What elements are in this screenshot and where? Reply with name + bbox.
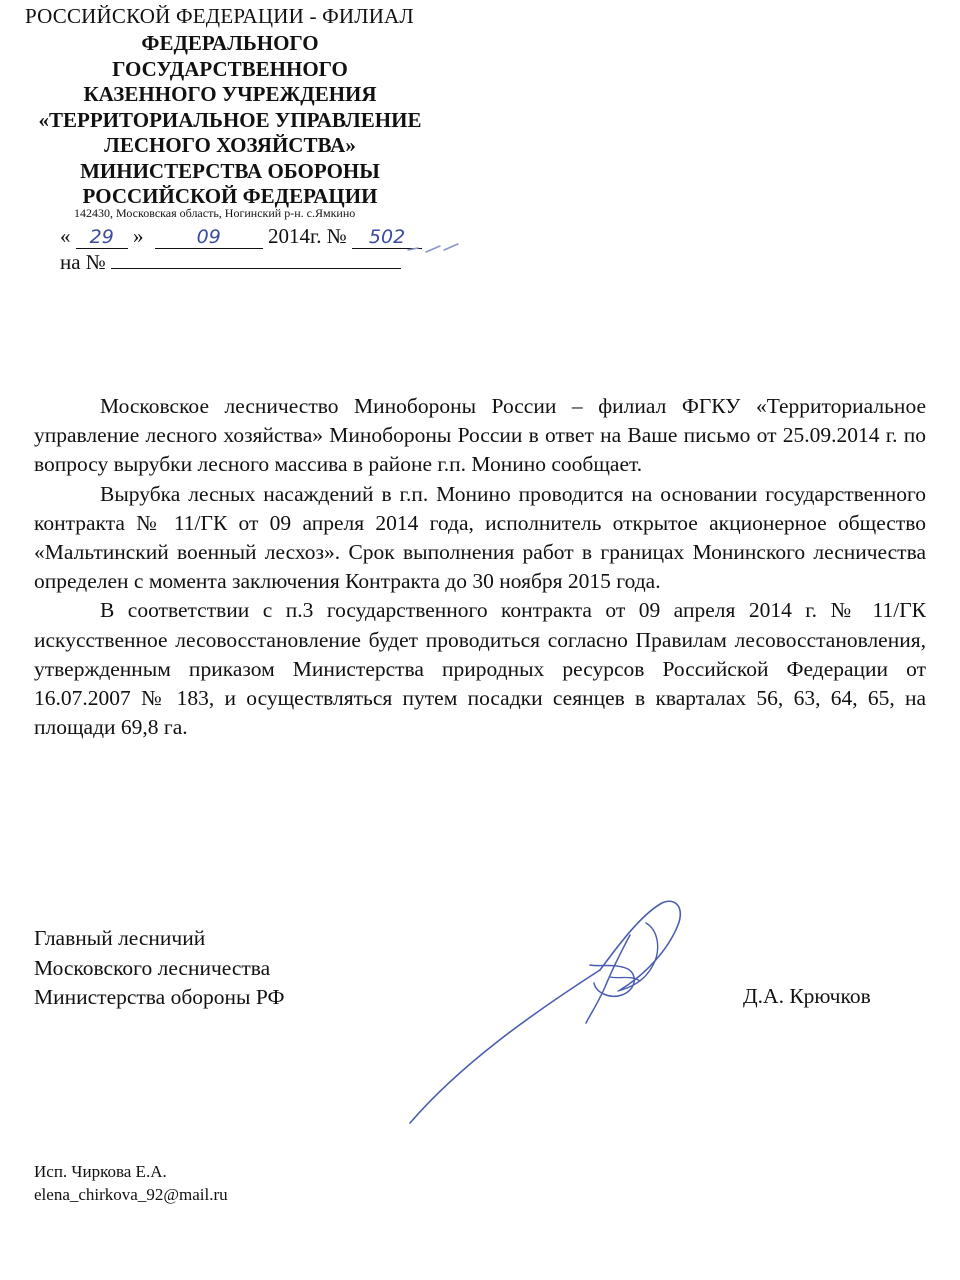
reply-prefix: на № <box>60 250 106 274</box>
signatory-title <box>34 924 284 1013</box>
executor-email: elena_chirkova_92@mail.ru <box>34 1185 228 1204</box>
year-number-label: 2014г. № <box>268 224 347 248</box>
signatory-name: Д.А. Крючков <box>743 984 871 1008</box>
pen-scribble-icon <box>400 234 470 264</box>
org-line: ГОСУДАРСТВЕННОГО <box>112 56 348 81</box>
date-month: 09 <box>155 226 263 249</box>
org-line: КАЗЕННОГО УЧРЕЖДЕНИЯ <box>83 82 377 106</box>
reply-reference-line <box>60 250 401 275</box>
signatory-title-line: Министерства обороны РФ <box>34 985 285 1009</box>
date-day: 29 <box>76 226 128 249</box>
signatory-title-line: Главный лесничий <box>34 926 206 950</box>
org-line: МИНИСТЕРСТВА ОБОРОНЫ <box>80 158 380 183</box>
handwritten-signature-icon <box>400 895 700 1135</box>
org-line: ЛЕСНОГО ХОЗЯЙСТВА» <box>104 133 356 157</box>
close-quote: » <box>133 224 144 248</box>
executor-info <box>34 1160 228 1206</box>
body-paragraph: В соответствии с п.3 государственного контракта от 09 апреля 2014 г. № 11/ГК искусственное лесовосстановление будет проводиться согласно Правилам лесовосстановления, утвержденным приказом Министерства природных ресурсов Российской Федерации от 16.07.2007 № 183, и осуществляться путем посадки сеянцев в кварталах 56, 63, 64, 65, на площади 69,8 га. <box>34 598 926 740</box>
letterhead-address: 142430, Московская область, Ногинский р-н. с.Ямкино <box>74 206 356 220</box>
reply-number-blank <box>111 252 401 269</box>
outgoing-number: 502 <box>352 226 422 249</box>
letterhead-top-line: РОССИЙСКОЙ ФЕДЕРАЦИИ - ФИЛИАЛ <box>25 4 414 28</box>
open-quote: « <box>60 224 71 248</box>
letter-body <box>34 392 926 742</box>
body-paragraph: Вырубка лесных насаждений в г.п. Монино проводится на основании государственного контракта № 11/ГК от 09 апреля 2014 года, исполнитель открытое акционерное общество «Мальтинский военный лесхоз». Срок выполнения работ в границах Монинского лесничества определен с момента заключения Контракта до 30 ноября 2015 года. <box>34 481 926 594</box>
letterhead-organization <box>20 31 440 210</box>
org-line: РОССИЙСКОЙ ФЕДЕРАЦИИ <box>82 184 378 208</box>
body-paragraph: Московское лесничество Минобороны России – филиал ФГКУ «Территориальное управление лесного хозяйства» Минобороны России в ответ на Ваше письмо от 25.09.2014 г. по вопросу вырубки лесного массива в районе г.п. Монино сообщает. <box>34 394 926 477</box>
org-line: «ТЕРРИТОРИАЛЬНОЕ УПРАВЛЕНИЕ <box>38 107 422 132</box>
org-line: ФЕДЕРАЛЬНОГО <box>141 31 319 55</box>
executor-name: Исп. Чиркова Е.А. <box>34 1162 167 1181</box>
signatory-title-line: Московского лесничества <box>34 955 271 980</box>
